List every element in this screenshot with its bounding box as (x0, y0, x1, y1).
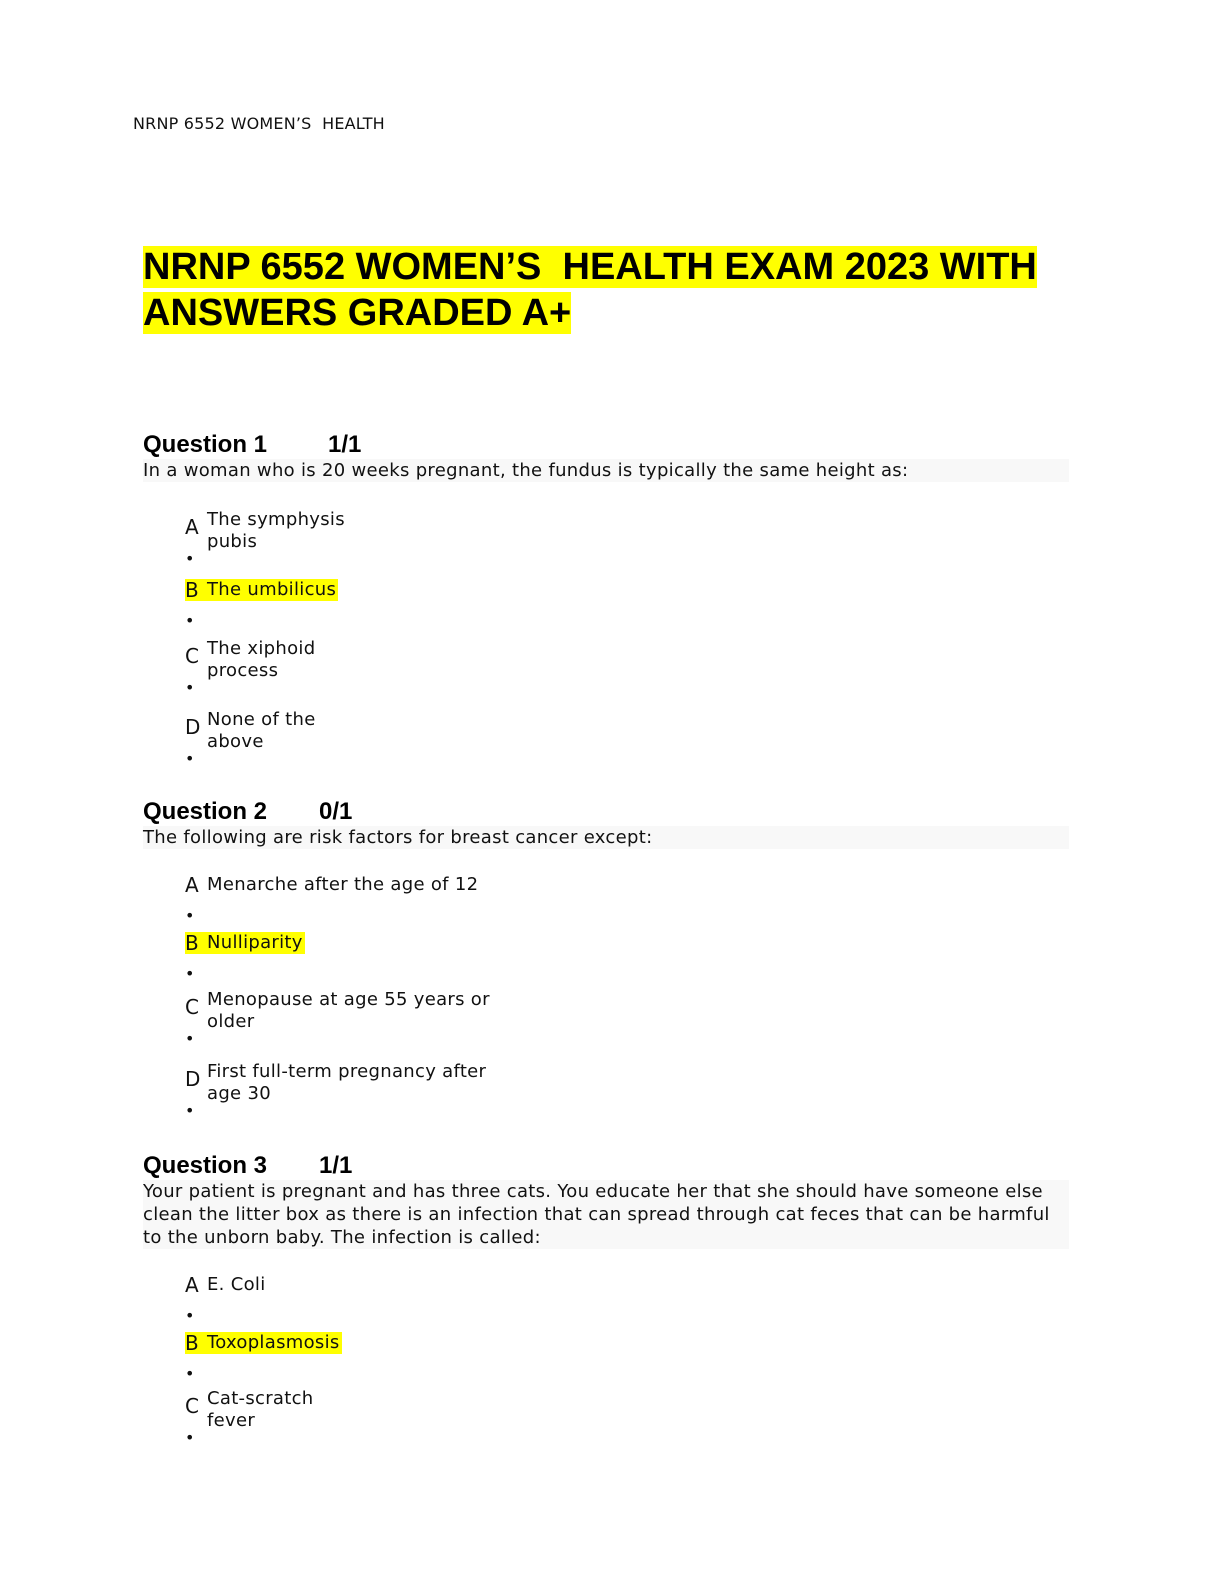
bullet-dot: • (185, 1428, 195, 1447)
option-letter: D (185, 715, 201, 739)
option-letter: A (185, 1273, 199, 1297)
title-line-2: ANSWERS GRADED A+ (143, 292, 572, 334)
bullet-dot: • (185, 1306, 195, 1325)
option-c[interactable] (185, 638, 337, 697)
option-text: The symphysis pubis (207, 509, 345, 552)
option-text: Toxoplasmosis (207, 1332, 340, 1353)
question-label: Question 3 (143, 1152, 268, 1179)
bullet-dot: • (185, 749, 195, 768)
option-c[interactable] (185, 989, 527, 1048)
option-letter: A (185, 873, 199, 897)
bullet-dot: • (185, 906, 195, 925)
option-letter: B (185, 932, 207, 954)
question-score: 0/1 (319, 798, 353, 825)
question-text: The following are risk factors for breast cancer except: (143, 826, 1069, 849)
option-text: The umbilicus (207, 579, 337, 600)
option-letter: B (185, 1332, 207, 1354)
question-score: 1/1 (319, 1152, 353, 1179)
option-b[interactable] (185, 578, 338, 630)
option-c[interactable] (185, 1388, 327, 1447)
question-label: Question 1 (143, 431, 268, 458)
question-2 (143, 798, 1073, 1128)
bullet-dot: • (185, 1029, 195, 1048)
option-text: The xiphoid process (207, 638, 316, 681)
option-a[interactable] (185, 509, 367, 568)
question-3 (143, 1152, 1073, 1452)
option-a[interactable] (185, 873, 479, 925)
option-letter: B (185, 579, 207, 601)
option-letter: D (185, 1067, 201, 1091)
bullet-dot: • (185, 964, 195, 983)
title-line-1: NRNP 6552 WOMEN’S HEALTH EXAM 2023 WITH (143, 246, 1037, 288)
bullet-dot: • (185, 549, 195, 568)
question-header (143, 431, 1073, 459)
bullet-dot: • (185, 611, 195, 630)
option-letter: C (185, 644, 200, 668)
question-score: 1/1 (328, 431, 362, 458)
option-b[interactable] (185, 1331, 342, 1383)
option-text: Cat-scratch fever (207, 1388, 314, 1431)
option-b[interactable] (185, 931, 305, 983)
bullet-dot: • (185, 1364, 195, 1383)
option-a[interactable] (185, 1273, 266, 1325)
question-text: Your patient is pregnant and has three cats. You educate her that she should have someone else clean the litter box as there is an infection that can spread through cat feces that can be harmful to the unborn baby. The infection is called: (143, 1180, 1069, 1249)
option-letter: A (185, 515, 199, 539)
option-text: First full-term pregnancy after age 30 (207, 1061, 487, 1104)
option-letter: C (185, 1394, 200, 1418)
option-text: Nulliparity (207, 932, 303, 953)
option-text: None of the above (207, 709, 316, 752)
question-header (143, 1152, 1073, 1180)
running-header: NRNP 6552 WOMEN’S HEALTH (133, 114, 385, 133)
question-1 (143, 431, 1073, 771)
option-d[interactable] (185, 1061, 517, 1120)
question-label: Question 2 (143, 798, 268, 825)
document-title (143, 244, 1103, 336)
option-d[interactable] (185, 709, 337, 768)
question-header (143, 798, 1073, 826)
option-text: Menarche after the age of 12 (207, 874, 479, 895)
bullet-dot: • (185, 1101, 195, 1120)
question-text: In a woman who is 20 weeks pregnant, the fundus is typically the same height as: (143, 459, 1069, 482)
option-text: Menopause at age 55 years or older (207, 989, 490, 1032)
option-text: E. Coli (207, 1274, 266, 1295)
option-letter: C (185, 995, 200, 1019)
bullet-dot: • (185, 678, 195, 697)
